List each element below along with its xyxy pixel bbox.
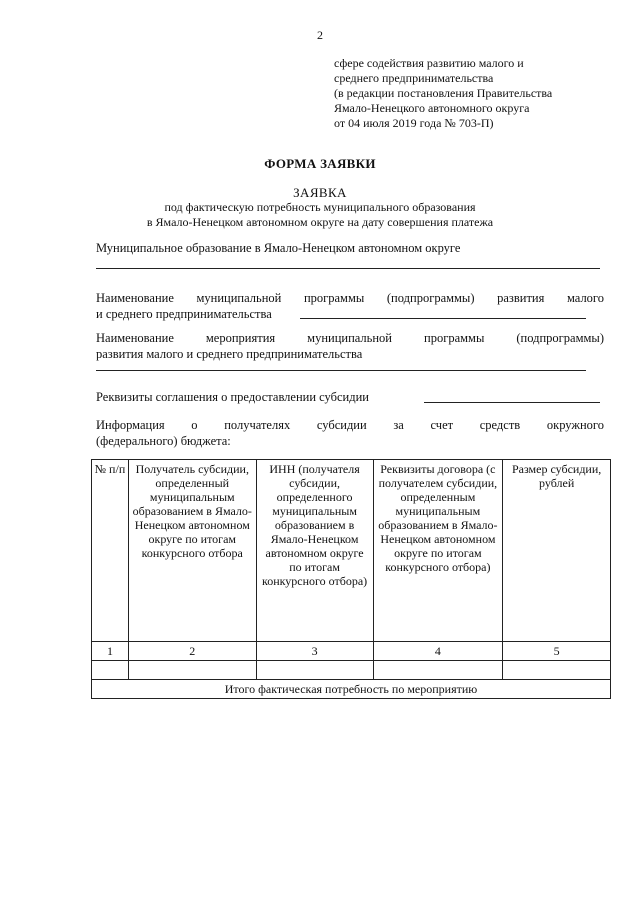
- header-note-line: (в редакции постановления Правительства: [334, 86, 553, 100]
- header-note-line: среднего предпринимательства: [334, 71, 494, 85]
- recipients-label-line1: Информация о получателях субсидии за счет средств окружного: [96, 418, 604, 432]
- application-subtitle: [0, 200, 640, 230]
- event-label-line1: Наименование мероприятия муниципальной программы (подпрограммы): [96, 331, 604, 345]
- recipients-table: [91, 459, 611, 699]
- table-cell[interactable]: [128, 661, 256, 680]
- table-cell[interactable]: [373, 661, 503, 680]
- total-row: [92, 680, 611, 699]
- application-subtitle-line: под фактическую потребность муниципального образования: [164, 200, 476, 214]
- municipality-input-line[interactable]: [96, 268, 600, 269]
- total-label: Итого фактическая потребность по мероприятию: [92, 680, 611, 699]
- header-note-line: от 04 июля 2019 года № 703-П): [334, 116, 494, 130]
- agreement-input-line[interactable]: [424, 402, 600, 403]
- application-subtitle-line: в Ямало-Ненецком автономном округе на дату совершения платежа: [146, 215, 494, 229]
- application-title: ЗАЯВКА: [293, 185, 347, 200]
- column-number: 3: [256, 642, 373, 661]
- column-header-amount: Размер субсидии, рублей: [503, 460, 611, 642]
- program-label-line1: Наименование муниципальной программы (подпрограммы) развития малого: [96, 291, 604, 305]
- column-number: 4: [373, 642, 503, 661]
- form-heading: ФОРМА ЗАЯВКИ: [264, 156, 376, 171]
- table-cell[interactable]: [256, 661, 373, 680]
- column-number: 2: [128, 642, 256, 661]
- table-cell[interactable]: [92, 661, 129, 680]
- agreement-label: Реквизиты соглашения о предоставлении субсидии: [96, 390, 369, 404]
- header-note-line: Ямало-Ненецкого автономного округа: [334, 101, 530, 115]
- program-label-line2: и среднего предпринимательства: [96, 307, 272, 321]
- column-header-contract: Реквизиты договора (с получателем субсидии, определенным муниципальным образованием в Ямало-Ненецком автономном округе по итогам конкурсного отбора): [373, 460, 503, 642]
- header-note-line: сфере содействия развитию малого и: [334, 56, 524, 70]
- event-label-line2: развития малого и среднего предпринимательства: [96, 347, 363, 361]
- program-input-line[interactable]: [300, 318, 586, 319]
- recipients-label-line2: (федерального) бюджета:: [96, 434, 231, 448]
- table-cell[interactable]: [503, 661, 611, 680]
- page-number: 2: [317, 28, 323, 42]
- table-header-row: [92, 460, 611, 642]
- column-header-recipient: Получатель субсидии, определенный муниципальным образованием в Ямало-Ненецком автономном округе по итогам конкурсного отбора: [128, 460, 256, 642]
- municipality-label: Муниципальное образование в Ямало-Ненецком автономном округе: [96, 241, 461, 255]
- column-header-inn: ИНН (получателя субсидии, определенного муниципальным образованием в Ямало-Ненецком автономном округе по итогам конкурсного отбора): [256, 460, 373, 642]
- column-header-number: № п/п: [92, 460, 129, 642]
- column-number-row: [92, 642, 611, 661]
- header-note: [334, 56, 624, 131]
- column-number: 1: [92, 642, 129, 661]
- column-number: 5: [503, 642, 611, 661]
- event-input-line[interactable]: [96, 370, 586, 371]
- table-row: [92, 661, 611, 680]
